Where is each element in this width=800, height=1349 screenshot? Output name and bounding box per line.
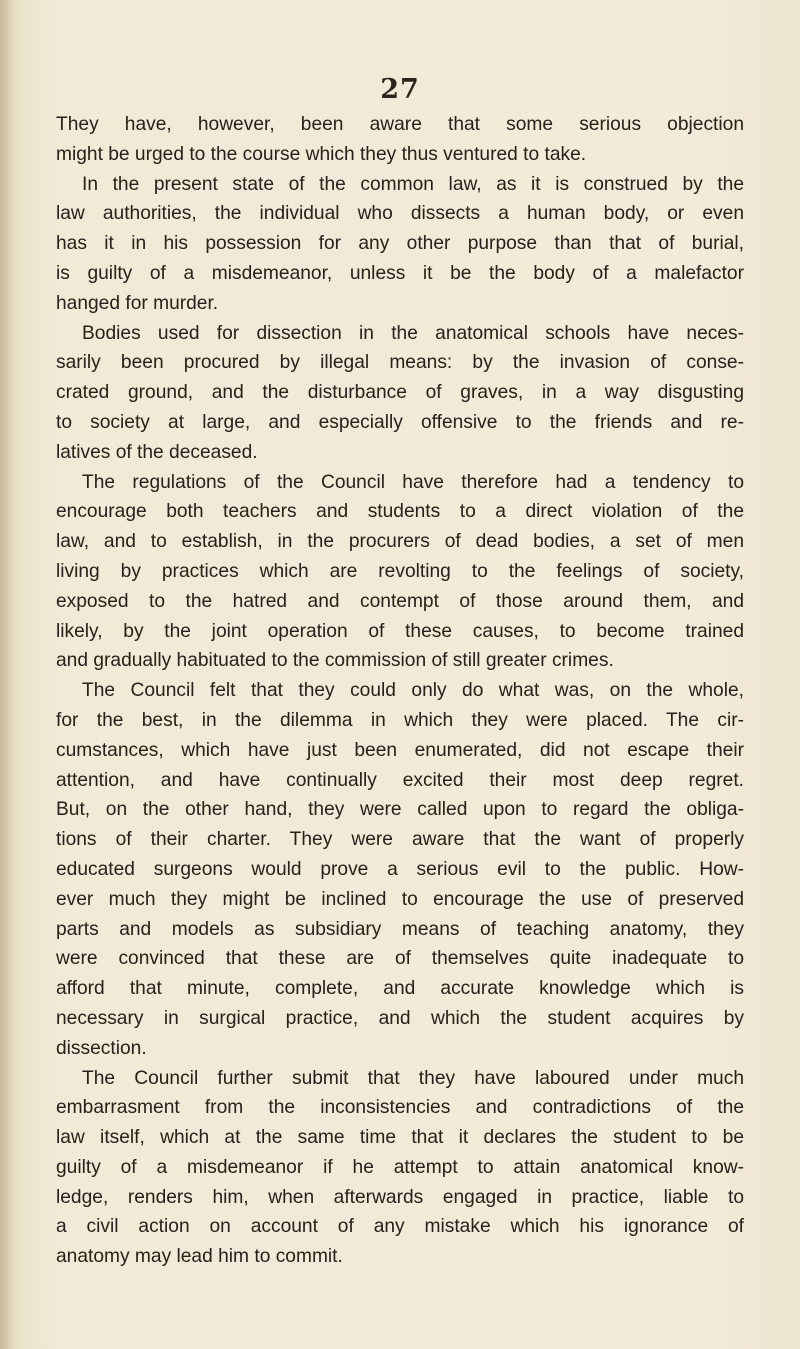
- text-line: ledge, renders him, when afterwards engaged in practice, liable to: [56, 1186, 744, 1208]
- text-line: educated surgeons would prove a serious evil to the public. How-: [56, 858, 744, 880]
- text-line: to society at large, and especially offensive to the friends and re-: [56, 411, 744, 433]
- text-line: They have, however, been aware that some serious objection: [56, 114, 744, 135]
- paragraph: [56, 110, 744, 170]
- text-line: a civil action on account of any mistake which his ignorance of: [56, 1216, 744, 1238]
- text-line: is guilty of a misdemeanor, unless it be the body of a malefactor: [56, 262, 744, 284]
- text-line: attention, and have continually excited their most deep regret.: [56, 769, 744, 791]
- text-line: law itself, which at the same time that it declares the student to be: [56, 1127, 744, 1149]
- text-line: and gradually habituated to the commission of still greater crimes.: [56, 650, 614, 672]
- text-line: guilty of a misdemeanor if he attempt to attain anatomical know-: [56, 1156, 744, 1178]
- text-line: crated ground, and the disturbance of graves, in a way disgusting: [56, 382, 744, 404]
- text-line: dissection.: [56, 1037, 147, 1059]
- text-line: encourage both teachers and students to a direct violation of the: [56, 501, 744, 523]
- text-line: The Council further submit that they have laboured under much: [82, 1067, 744, 1089]
- text-line: exposed to the hatred and contempt of those around them, and: [56, 590, 744, 612]
- text-line: likely, by the joint operation of these causes, to become trained: [56, 620, 744, 642]
- text-line: The regulations of the Council have therefore had a tendency to: [82, 471, 744, 493]
- page-number: 27: [380, 74, 420, 105]
- text-line: In the present state of the common law, as it is construed by the: [82, 173, 744, 195]
- text-line: sarily been procured by illegal means: by the invasion of conse-: [56, 352, 744, 374]
- body-text: [56, 110, 744, 1272]
- paragraph: [56, 468, 744, 677]
- paragraph: [56, 1064, 744, 1273]
- text-line: The Council felt that they could only do what was, on the whole,: [82, 680, 744, 702]
- text-line: embarrasment from the inconsistencies and contradictions of the: [56, 1097, 744, 1119]
- text-line: Bodies used for dissection in the anatomical schools have neces-: [82, 322, 744, 344]
- spine-shadow: [0, 0, 14, 1349]
- text-line: parts and models as subsidiary means of teaching anatomy, they: [56, 918, 744, 940]
- text-line: anatomy may lead him to commit.: [56, 1246, 343, 1268]
- text-line: necessary in surgical practice, and which the student acquires by: [56, 1007, 744, 1029]
- text-line: hanged for murder.: [56, 292, 219, 314]
- paragraph: [56, 319, 744, 468]
- text-line: law, and to establish, in the procurers of dead bodies, a set of men: [56, 531, 744, 553]
- text-line: But, on the other hand, they were called upon to regard the obliga-: [56, 799, 744, 821]
- text-line: afford that minute, complete, and accurate knowledge which is: [56, 978, 744, 1000]
- text-line: living by practices which are revolting to the feelings of society,: [56, 560, 744, 582]
- text-line: were convinced that these are of themselves quite inadequate to: [56, 948, 744, 970]
- text-line: might be urged to the course which they thus ventured to take.: [56, 143, 587, 165]
- text-line: for the best, in the dilemma in which they were placed. The cir-: [56, 709, 744, 731]
- paragraph: [56, 676, 744, 1063]
- text-line: law authorities, the individual who dissects a human body, or even: [56, 203, 744, 225]
- paragraph: [56, 170, 744, 319]
- text-line: latives of the deceased.: [56, 441, 258, 463]
- text-line: ever much they might be inclined to encourage the use of preserved: [56, 888, 744, 910]
- text-line: tions of their charter. They were aware that the want of properly: [56, 829, 744, 851]
- text-line: cumstances, which have just been enumerated, did not escape their: [56, 739, 744, 761]
- text-line: has it in his possession for any other purpose than that of burial,: [56, 233, 744, 255]
